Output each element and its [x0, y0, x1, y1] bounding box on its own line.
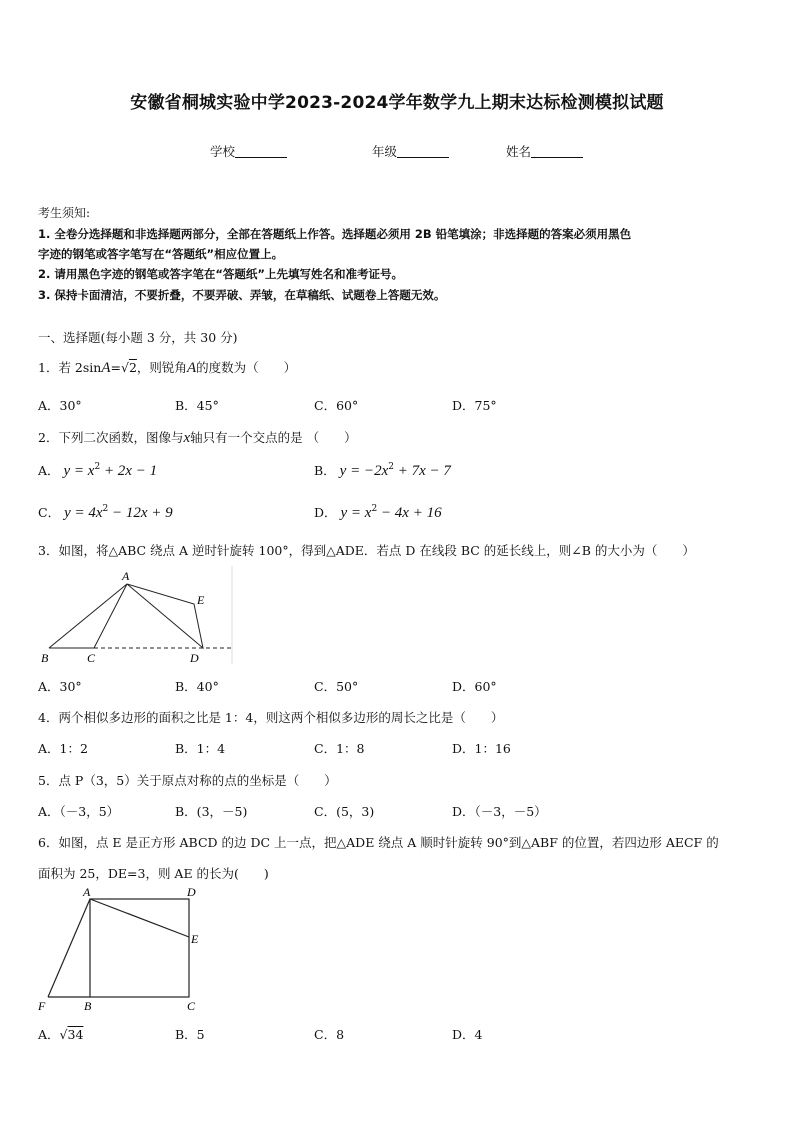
question-6-stem-line-2: 面积为 25，DE=3，则 AE 的长为( ) [38, 866, 269, 881]
q5-option-a: A．（－3，5） [38, 804, 120, 819]
label-b: B [84, 999, 92, 1013]
label-b: B [41, 651, 49, 665]
q3-option-d: D．60° [452, 679, 497, 694]
label-c: C [187, 999, 196, 1013]
q6-figure [32, 884, 212, 1014]
school-field [210, 142, 287, 160]
q5-option-c: C．(5，3) [314, 804, 375, 819]
q1-option-a: A．30° [38, 398, 82, 413]
school-blank [235, 145, 287, 158]
label-f: F [38, 999, 46, 1013]
question-6-stem-line-1: 6．如图，点 E 是正方形 ABCD 的边 DC 上一点，把△ADE 绕点 A 顺时针旋转 90°到△ABF 的位置，若四边形 AECF 的 [38, 835, 719, 850]
q3-figure [36, 566, 236, 670]
q2-option-d: D． $y = x^2 - 4x + 16$ [314, 504, 442, 521]
label-d: D [190, 651, 199, 665]
question-1-stem: 1．若 2sinA=√2，则锐角A的度数为（ ） [38, 360, 297, 376]
q4-option-b: B．1：4 [175, 741, 226, 756]
q6-option-c: C．8 [314, 1027, 345, 1042]
sqrt-symbol: √ [121, 360, 129, 375]
label-e: E [197, 593, 205, 607]
label-a: A [122, 569, 130, 583]
q5-option-d: D．（－3，－5） [452, 804, 547, 819]
grade-label: 年级 [372, 144, 398, 159]
grade-blank [397, 145, 449, 158]
q5-option-b: B．(3，－5) [175, 804, 248, 819]
notice-item-1: 1. 全卷分选择题和非选择题两部分，全部在答题纸上作答。选择题必须用 2B 铅笔填涂；非选择题的答案必须用黑色 [38, 227, 632, 241]
page-title: 安徽省桐城实验中学2023-2024学年数学九上期末达标检测模拟试题 [130, 93, 664, 113]
q6-option-a: A．√34 [38, 1027, 84, 1042]
q3-option-b: B．40° [175, 679, 219, 694]
q6-option-b: B．5 [175, 1027, 205, 1042]
notice-item-3: 3. 保持卡面清洁，不要折叠，不要弄破、弄皱，在草稿纸、试题卷上答题无效。 [38, 288, 446, 302]
question-3-stem: 3．如图，将△ABC 绕点 A 逆时针旋转 100°，得到△ADE．若点 D 在线段 BC 的延长线上，则∠B 的大小为（ ） [38, 543, 695, 558]
name-field [506, 142, 583, 160]
q2-option-b: B． $y = -2x^2 + 7x - 7$ [314, 462, 451, 479]
q4-option-d: D．1：16 [452, 741, 511, 756]
school-label: 学校 [210, 144, 236, 159]
q6-option-d: D．4 [452, 1027, 483, 1042]
notice-item-2: 2. 请用黑色字迹的钢笔或答字笔在“答题纸”上先填写姓名和准考证号。 [38, 267, 403, 281]
sqrt-symbol: √ [59, 1027, 68, 1042]
grade-field [372, 142, 449, 160]
section-heading: 一、选择题(每小题 3 分，共 30 分) [38, 330, 238, 345]
q4-option-a: A．1：2 [38, 741, 88, 756]
label-d: D [187, 885, 196, 899]
notice-item-1-cont: 字迹的钢笔或答字笔写在“答题纸”相应位置上。 [38, 247, 284, 261]
question-5-stem: 5．点 P（3，5）关于原点对称的点的坐标是（ ） [38, 773, 337, 788]
question-4-stem: 4．两个相似多边形的面积之比是 1：4，则这两个相似多边形的周长之比是（ ） [38, 710, 504, 725]
label-c: C [87, 651, 96, 665]
q1-option-d: D．75° [452, 398, 497, 413]
notice-heading: 考生须知: [38, 206, 91, 220]
q4-option-c: C．1：8 [314, 741, 365, 756]
label-e: E [191, 932, 199, 946]
q2-option-c: C． $y = 4x^2 - 12x + 9$ [38, 504, 173, 521]
q1-option-b: B．45° [175, 398, 219, 413]
question-2-stem: 2．下列二次函数，图像与x轴只有一个交点的是 （ ） [38, 430, 357, 446]
name-label: 姓名 [506, 144, 532, 159]
label-a: A [83, 885, 91, 899]
q3-option-a: A．30° [38, 679, 82, 694]
q1-option-c: C．60° [314, 398, 359, 413]
name-blank [531, 145, 583, 158]
q3-option-c: C．50° [314, 679, 359, 694]
q2-option-a: A． $y = x^2 + 2x - 1$ [38, 462, 158, 479]
